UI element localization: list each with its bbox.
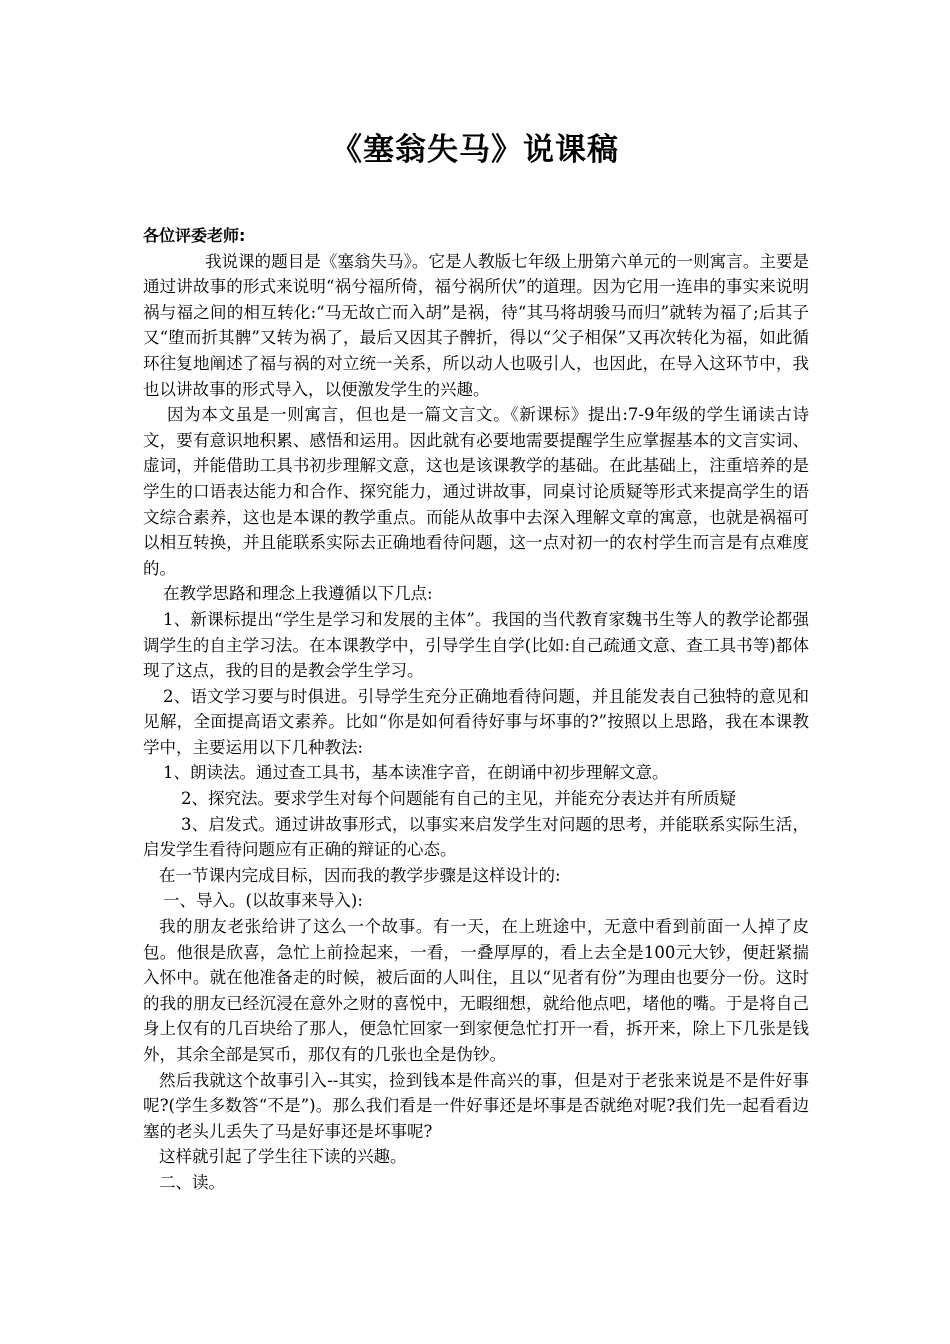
document-body <box>143 223 809 1196</box>
paragraph-p6: 1、朗读法。通过查工具书，基本读准字音，在朗诵中初步理解文意。 <box>163 763 669 783</box>
greeting: 各位评委老师: <box>143 226 246 245</box>
paragraph-p14: 二、读。 <box>159 1172 225 1192</box>
document-title: 《塞翁失马》说课稿 <box>331 132 619 168</box>
paragraph-p10: 一、导入。(以故事来导入): <box>163 891 363 911</box>
paragraph-p11: 我的朋友老张给讲了这么一个故事。有一天，在上班途中，无意中看到前面一人掉了皮包。他很是欣喜，急忙上前捡起来，一看，一叠厚厚的，看上去全是100元大钞，便赶紧揣入怀中。就在他准备走的时候，被后面的人叫住，且以“见者有份”为理由也要分一份。这时的我的朋友已经沉浸在意外之财的喜悦中，无暇细想，就给他点吧，堵他的嘴。于是将自己身上仅有的几百块给了那人，便急忙回家一到家便急忙打开一看，拆开来，除上下几张是钱外，其余全部是冥币，那仅有的几张也全是伪钞。 <box>143 917 809 1064</box>
paragraph-p9: 在一节课内完成目标，因而我的教学步骤是这样设计的: <box>159 865 561 885</box>
paragraph-p8: 3、启发式。通过讲故事形式，以事实来启发学生对问题的思考，并能联系实际生活，启发学生看待问题应有正确的辩证的心态。 <box>143 814 809 860</box>
paragraph-p2: 因为本文虽是一则寓言，但也是一篇文言文。《新课标》提出:7-9年级的学生诵读古诗文，要有意识地积累、感悟和运用。因此就有必要地需要提醒学生应掌握基本的文言实词、虚词，并能借助工具书初步理解文意，这也是该课教学的基础。在此基础上，注重培养的是学生的口语表达能力和合作、探究能力，通过讲故事，同桌讨论质疑等形式来提高学生的语文综合素养，这也是本课的教学重点。而能从故事中去深入理解文章的寓意，也就是祸福可以相互转换，并且能联系实际去正确地看待问题，这一点对初一的农村学生而言是有点难度的。 <box>143 405 809 578</box>
paragraph-p13: 这样就引起了学生往下读的兴趣。 <box>159 1147 407 1167</box>
paragraph-p7: 2、探究法。要求学生对每个问题能有自己的主见，并能充分表达并有所质疑 <box>181 789 736 809</box>
paragraph-p12: 然后我就这个故事引入--其实，捡到钱本是件高兴的事，但是对于老张来说是不是件好事呢?(学生多数答“不是”)。那么我们看是一件好事还是坏事是否就绝对呢?我们先一起看看边塞的老头儿丢失了马是好事还是坏事呢? <box>143 1070 809 1141</box>
paragraph-p1: 我说课的题目是《塞翁失马》。它是人教版七年级上册第六单元的一则寓言。主要是通过讲故事的形式来说明“祸兮福所倚，福兮祸所伏”的道理。因为它用一连串的事实来说明祸与福之间的相互转化:“马无故亡而入胡”是祸，待“其马将胡骏马而归”就转为福了;后其子又“堕而折其髀”又转为祸了，最后又因其子髀折，得以“父子相保”又再次转化为福，如此循环往复地阐述了福与祸的对立统一关系，所以动人也吸引人，也因此，在导入这环节中，我也以讲故事的形式导入，以便激发学生的兴趣。 <box>143 251 809 399</box>
paragraph-p4: 1、新课标提出“学生是学习和发展的主体”。我国的当代教育家魏书生等人的教学论都强调学生的自主学习法。在本课教学中，引导学生自学(比如:自己疏通文意、查工具书等)都体现了这点，我的目的是教会学生学习。 <box>143 609 809 681</box>
paragraph-p3: 在教学思路和理念上我遵循以下几点: <box>163 584 433 604</box>
paragraph-p5: 2、语文学习要与时俱进。引导学生充分正确地看待问题，并且能发表自己独特的意见和见解，全面提高语文素养。比如“你是如何看待好事与坏事的?”按照以上思路，我在本课教学中，主要运用以下几种教法: <box>143 686 809 757</box>
